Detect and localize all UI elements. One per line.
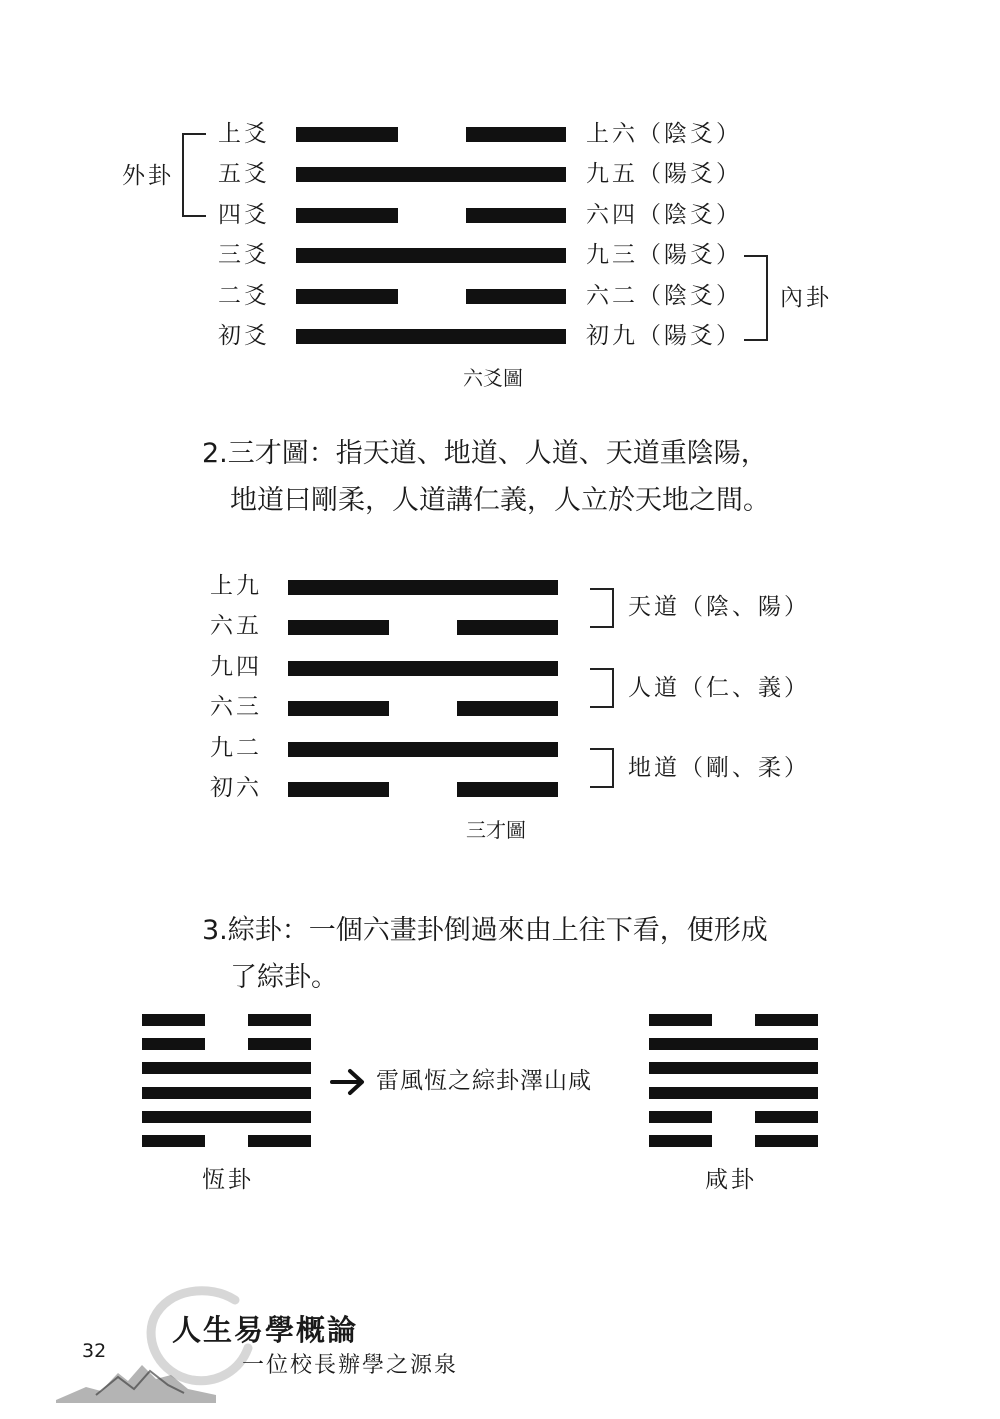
human-bracket (590, 668, 614, 708)
three-powers-yao-label: 九四 (210, 653, 262, 680)
outer-trigram-label: 外卦 (122, 163, 174, 189)
page-number: 32 (82, 1340, 107, 1362)
yao-position-label: 二爻 (218, 282, 270, 309)
yin-line (288, 701, 558, 716)
yao-position-label: 上爻 (218, 121, 270, 147)
three-powers-caption: 三才圖 (466, 818, 526, 842)
yang-line (649, 1038, 818, 1050)
paragraph-zong-gua-line2: 了綜卦。 (230, 962, 338, 993)
three-powers-yao-label: 六五 (210, 613, 262, 640)
yao-name-label: 初九（陽爻） (586, 323, 742, 349)
three-powers-yao-label: 六三 (210, 694, 262, 721)
yang-line (296, 329, 566, 344)
paragraph-zong-gua-line1: 3.綜卦：一個六畫卦倒過來由上往下看，便形成 (202, 915, 768, 946)
yang-line (142, 1087, 311, 1099)
yin-line (296, 127, 566, 142)
earth-way-label: 地道（剛、柔） (628, 755, 810, 781)
mountain-ink-icon (56, 1355, 216, 1405)
outer-trigram-bracket (182, 133, 206, 217)
yin-line (142, 1038, 311, 1050)
yin-line (288, 620, 558, 635)
yang-line (142, 1062, 311, 1074)
yang-line (142, 1111, 311, 1123)
xian-caption: 咸卦 (705, 1167, 757, 1193)
paragraph-three-powers-line2: 地道曰剛柔，人道講仁義，人立於天地之間。 (230, 485, 770, 516)
yin-line (649, 1111, 818, 1123)
yao-name-label: 六四（陰爻） (586, 201, 742, 228)
yao-position-label: 初爻 (218, 323, 270, 349)
yao-position-label: 三爻 (218, 242, 270, 269)
yin-line (142, 1014, 311, 1026)
yao-name-label: 九三（陽爻） (586, 242, 742, 269)
yang-line (296, 167, 566, 182)
yin-line (649, 1135, 818, 1147)
paragraph-three-powers-line1: 2.三才圖：指天道、地道、人道、天道重陰陽， (202, 438, 768, 469)
six-yao-caption: 六爻圖 (463, 366, 523, 390)
yang-line (288, 661, 558, 676)
yin-line (296, 289, 566, 304)
three-powers-yao-label: 九二 (210, 734, 262, 761)
yin-line (296, 208, 566, 223)
inner-trigram-bracket (744, 255, 768, 341)
yang-line (296, 248, 566, 263)
book-title: 人生易學概論 (172, 1313, 359, 1347)
heaven-bracket (590, 588, 614, 628)
yang-line (649, 1062, 818, 1074)
yao-name-label: 上六（陰爻） (586, 121, 742, 147)
inner-trigram-label: 內卦 (780, 285, 832, 311)
arrow-description: 雷風恆之綜卦澤山咸 (376, 1068, 592, 1094)
yang-line (649, 1087, 818, 1099)
yao-position-label: 五爻 (218, 161, 270, 188)
yin-line (288, 782, 558, 797)
yin-line (142, 1135, 311, 1147)
three-powers-yao-label: 上九 (210, 573, 262, 599)
yin-line (649, 1014, 818, 1026)
yao-name-label: 六二（陰爻） (586, 282, 742, 309)
earth-bracket (590, 748, 614, 788)
three-powers-yao-label: 初六 (210, 775, 262, 801)
yao-name-label: 九五（陽爻） (586, 161, 742, 188)
yao-position-label: 四爻 (218, 201, 270, 228)
yang-line (288, 742, 558, 757)
heng-caption: 恆卦 (202, 1167, 254, 1193)
book-subtitle: 一位校長辦學之源泉 (242, 1353, 459, 1378)
human-way-label: 人道（仁、義） (628, 675, 810, 701)
right-arrow-icon (330, 1068, 368, 1096)
heaven-way-label: 天道（陰、陽） (628, 594, 810, 620)
yang-line (288, 580, 558, 595)
